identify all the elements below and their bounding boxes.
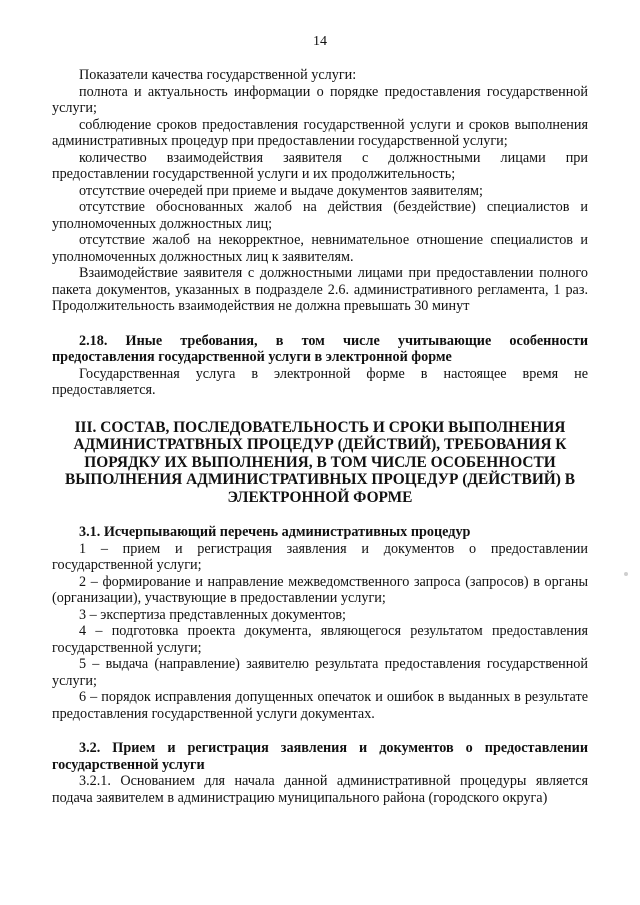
procedure-item: 3 – экспертиза представленных документов; (79, 606, 346, 623)
section-3-2-text: 3.2.1. Основанием для начала данной административной процедуры является подача заявителем в администрацию муниципального района (городского округа) (52, 773, 588, 806)
procedure-item: 2 – формирование и направление межведомственного запроса (запросов) в органы (организации), участвующие в предоставлении услуги; (52, 573, 588, 607)
indicator-item: полнота и актуальность информации о порядке предоставления государственной услуги; (52, 83, 588, 116)
scan-mark (624, 572, 628, 576)
document-body (52, 67, 588, 806)
indicator-item: отсутствие обоснованных жалоб на действия (бездействие) специалистов и уполномоченных должностных лиц; (52, 199, 588, 232)
page-number: 14 (313, 34, 327, 49)
procedure-item: 6 – порядок исправления допущенных опечаток и ошибок в выданных в результате предоставления государственной услуги документах. (52, 689, 588, 722)
indicator-item: количество взаимодействия заявителя с должностными лицами при предоставлении государственной услуги и их продолжительность; (52, 149, 588, 182)
procedure-item: 1 – прием и регистрация заявления и документов о предоставлении государственной услуги; (52, 540, 588, 574)
section-3-1-heading: 3.1. Исчерпывающий перечень административных процедур (79, 524, 471, 541)
procedure-item: 5 – выдача (направление) заявителю результата предоставления государственной услуги; (52, 656, 588, 689)
procedure-item: 4 – подготовка проекта документа, являющегося результатом предоставления государственной услуги; (52, 623, 588, 656)
indicator-item: отсутствие очередей при приеме и выдаче документов заявителям; (79, 182, 483, 199)
indicator-item: отсутствие жалоб на некорректное, невнимательное отношение специалистов и уполномоченных должностных лиц к заявителям. (52, 232, 588, 265)
interaction-paragraph: Взаимодействие заявителя с должностными лицами при предоставлении полного пакета документов, указанных в подразделе 2.6. административного регламента, 1 раз. Продолжительность взаимодействия не должна превышать 30 минут (52, 265, 588, 314)
chapter-3-heading: III. СОСТАВ, ПОСЛЕДОВАТЕЛЬНОСТЬ И СРОКИ ВЫПОЛНЕНИЯ АДМИНИСТРАТВНЫХ ПРОЦЕДУР (ДЕЙСТВИЙ), ТРЕБОВАНИЯ К ПОРЯДКУ ИХ ВЫПОЛНЕНИЯ, В ТОМ ЧИСЛЕ ОСОБЕННОСТИ ВЫПОЛНЕНИЯ АДМИНИСТРАТИВНЫХ ПРОЦЕДУР (ДЕЙСТВИЙ) В ЭЛЕКТРОННОЙ ФОРМЕ (64, 418, 575, 506)
section-3-2-heading: 3.2. Прием и регистрация заявления и документов о предоставлении государственной услуги (52, 740, 588, 773)
quality-indicators-title: Показатели качества государственной услуги: (79, 67, 357, 83)
section-2-18-heading: 2.18. Иные требования, в том числе учитывающие особенности предоставления государственной услуги в электронной форме (52, 332, 588, 365)
indicator-item: соблюдение сроков предоставления государственной услуги и сроков выполнения административных процедур при предоставлении государственной услуги; (52, 116, 588, 149)
section-2-18-text: Государственная услуга в электронной форме в настоящее время не предоставляется. (52, 365, 588, 398)
